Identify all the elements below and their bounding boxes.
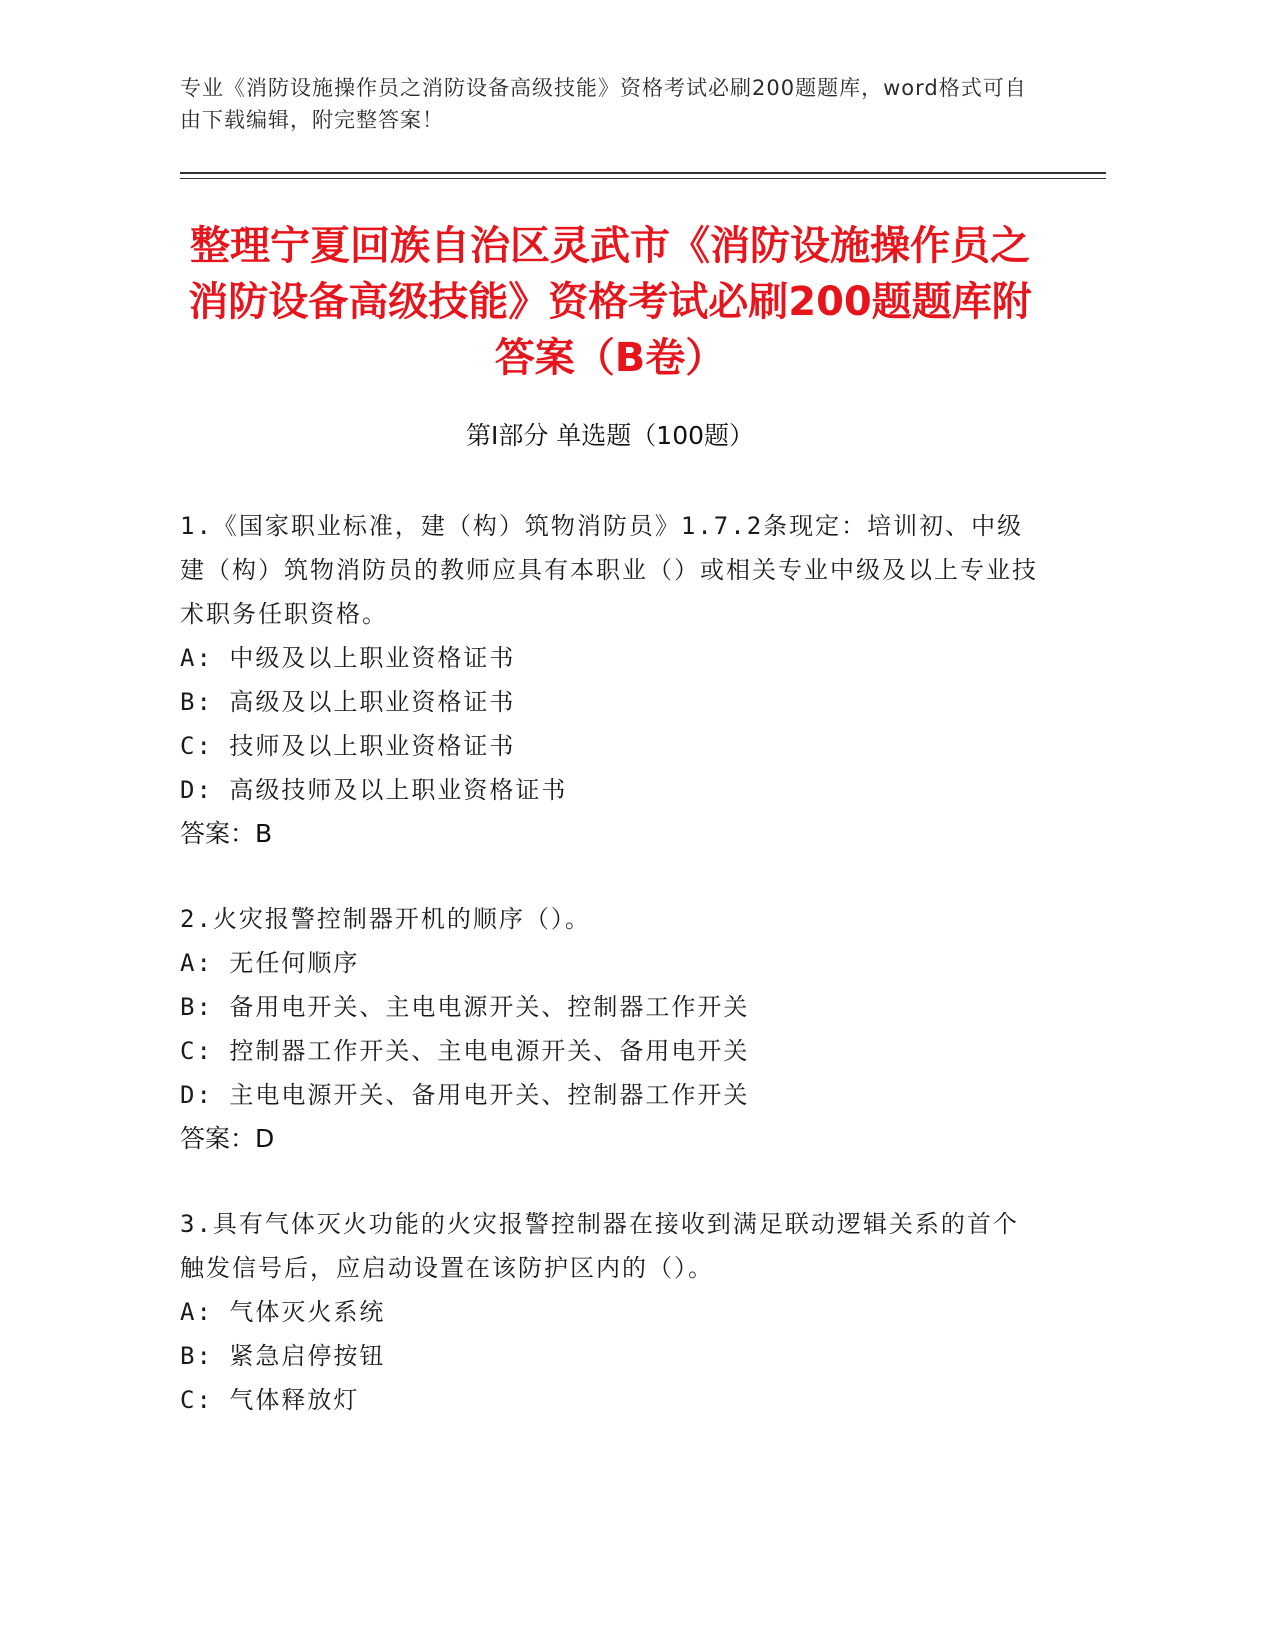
option-a: A: 无任何顺序 (180, 949, 360, 977)
header-divider-thin (180, 178, 1106, 179)
option-a: A: 气体灭火系统 (180, 1298, 386, 1326)
question-stem: 2.火灾报警控制器开机的顺序（）。 (180, 905, 591, 933)
section-title: 第I部分 单选题（100题） (465, 421, 755, 450)
question-1 (180, 504, 1040, 856)
question-list (180, 504, 1040, 1463)
option-c: C: 控制器工作开关、主电电源开关、备用电开关 (180, 1037, 750, 1065)
option-b: B: 高级及以上职业资格证书 (180, 688, 516, 716)
option-c: C: 技师及以上职业资格证书 (180, 732, 516, 760)
option-c: C: 气体释放灯 (180, 1386, 360, 1414)
option-a: A: 中级及以上职业资格证书 (180, 644, 516, 672)
option-d: D: 主电电源开关、备用电开关、控制器工作开关 (180, 1081, 750, 1109)
header-divider-thick (180, 172, 1106, 174)
question-stem: 3.具有气体灭火功能的火灾报警控制器在接收到满足联动逻辑关系的首个触发信号后，应启动设置在该防护区内的（）。 (180, 1210, 1019, 1282)
question-3 (180, 1202, 1040, 1422)
answer-line: 答案：D (180, 1124, 275, 1153)
option-b: B: 备用电开关、主电电源开关、控制器工作开关 (180, 993, 750, 1021)
page-header-text: 专业《消防设施操作员之消防设备高级技能》资格考试必刷200题题库，word格式可自由下载编辑，附完整答案！ (180, 76, 1027, 132)
question-stem: 1.《国家职业标准，建（构）筑物消防员》1.7.2条现定：培训初、中级建（构）筑物消防员的教师应具有本职业（）或相关专业中级及以上专业技术职务任职资格。 (180, 512, 1038, 628)
option-b: B: 紧急启停按钮 (180, 1342, 386, 1370)
document-title: 整理宁夏回族自治区灵武市《消防设施操作员之消防设备高级技能》资格考试必刷200题题库附答案（B卷） (188, 223, 1032, 381)
option-d: D: 高级技师及以上职业资格证书 (180, 776, 568, 804)
answer-line: 答案：B (180, 819, 273, 848)
question-2 (180, 897, 1040, 1161)
